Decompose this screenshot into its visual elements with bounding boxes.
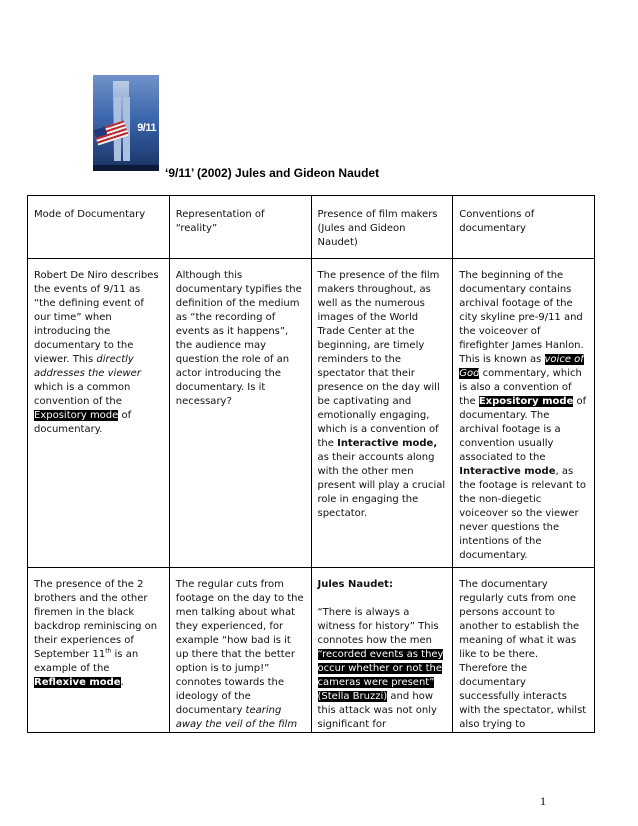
table-row <box>28 259 595 568</box>
highlight-bruzzi-quote: “recorded events as they occur whether or not the cameras were present” (Stella Bruzzi) <box>317 649 444 702</box>
poster-bottom-strip <box>93 165 159 171</box>
header-mode: Mode of Documentary <box>28 196 170 259</box>
cell-representation-2: The regular cuts from footage on the day to the men talking about what they experienced, for example “how bad is it up there that the better option is to jump!” connotes towards the ideology of the documentary tearing away the veil of the film <box>169 568 311 733</box>
cell-mode-2: The presence of the 2 brothers and the other firemen in the black backdrop reminiscing on their experiences of September 11th is an example of the Reflexive mode. <box>28 568 170 733</box>
cell-presence-2: Jules Naudet: “There is always a witness for history” This connotes how the men “recorded events as they occur whether or not the cameras were present” (Stella Bruzzi) and how this attack was not only significant for <box>311 568 453 733</box>
table-header-row <box>28 196 595 259</box>
header-conventions: Conventions of documentary <box>453 196 595 259</box>
document-title: ‘9/11’ (2002) Jules and Gideon Naudet <box>165 166 380 180</box>
film-poster-image <box>93 75 159 171</box>
cell-presence-1: The presence of the film makers throughout, as well as the numerous images of the World Trade Center at the beginning, are timely reminders to the spectator that their presence on the day will be captivating and emotionally engaging, which is a convention of the Interactive mode, as their accounts along with the other men present will play a crucial role in engaging the spectator. <box>311 259 453 568</box>
cell-representation-1: Although this documentary typifies the definition of the medium as “the recording of events as it happens”, the audience may question the role of an actor introducing the documentary. Is it necessary? <box>169 259 311 568</box>
highlight-reflexive-mode: Reflexive mode <box>34 677 121 688</box>
table-row <box>28 568 595 733</box>
poster-title: 9/11 <box>137 122 156 134</box>
cell-conventions-2: The documentary regularly cuts from one persons account to another to establish the meaning of what it was like to be there. Therefore the documentary successfully interacts with the spectator, whilst also trying to <box>453 568 595 733</box>
header-presence: Presence of film makers (Jules and Gideon Naudet) <box>311 196 453 259</box>
header-representation: Representation of “reality” <box>169 196 311 259</box>
highlight-voice-of-god: voice of God <box>459 354 584 379</box>
documentary-analysis-table <box>27 195 595 733</box>
page-number: 1 <box>540 794 546 808</box>
cell-mode-1: Robert De Niro describes the events of 9/11 as “the defining event of our time” when introducing the documentary to the viewer. This directly addresses the viewer which is a common convention of the Expository mode of documentary. <box>28 259 170 568</box>
highlight-expository-mode: Expository mode <box>34 410 119 421</box>
cell-conventions-1: The beginning of the documentary contains archival footage of the city skyline pre-9/11 and the voiceover of firefighter James Hanlon. This is known as voice of God commentary, which is also a convention of the Expository mode of documentary. The archival footage is a convention usually associated to the Interactive mode, as the footage is relevant to the non-diegetic voiceover so the viewer never questions the intentions of the documentary. <box>453 259 595 568</box>
highlight-expository-mode: Expository mode <box>478 396 574 407</box>
quote-speaker: Jules Naudet: <box>317 579 393 590</box>
